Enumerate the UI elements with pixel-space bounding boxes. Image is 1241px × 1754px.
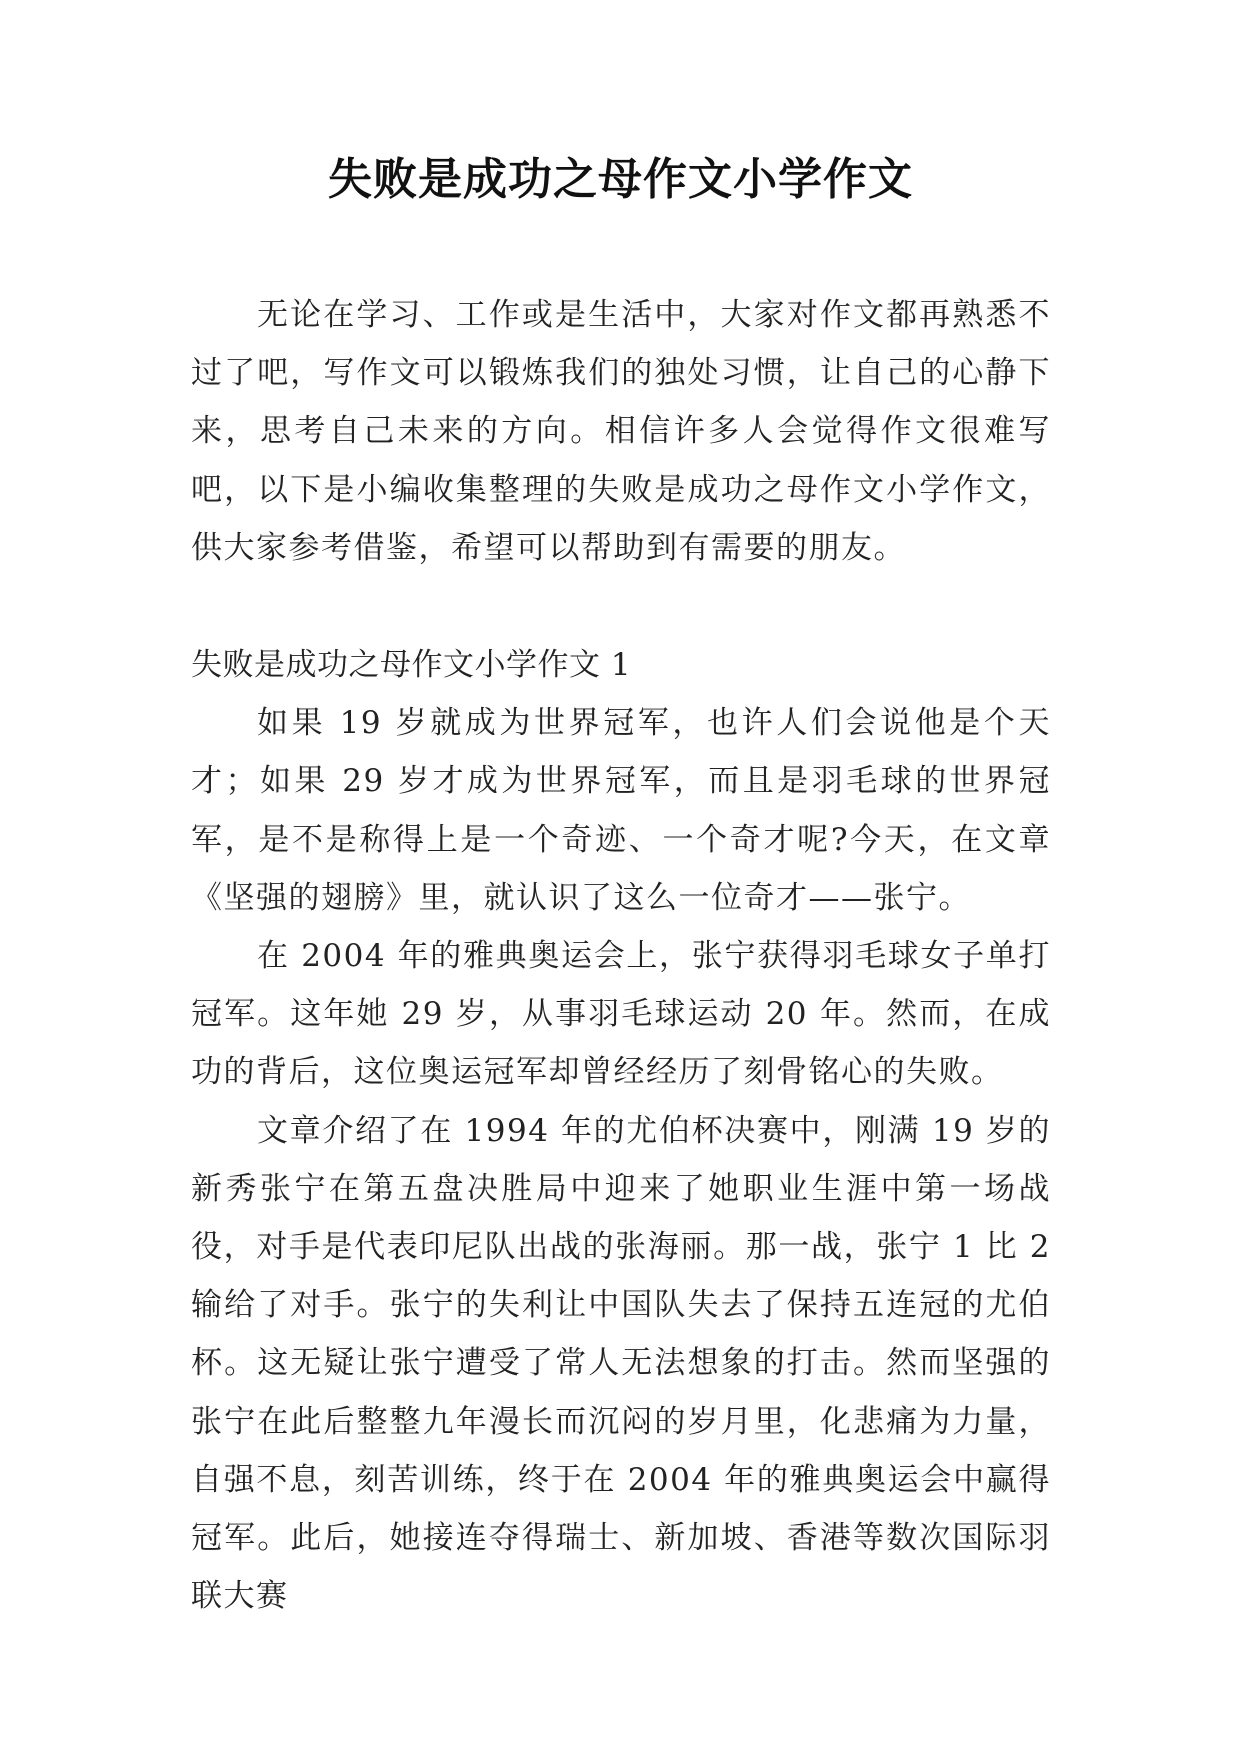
intro-block xyxy=(191,286,1051,577)
section-heading: 失败是成功之母作文小学作文 1 xyxy=(191,647,632,683)
essay-paragraph: 文章介绍了在 1994 年的尤伯杯决赛中，刚满 19 岁的新秀张宁在第五盘决胜局中迎来了她职业生涯中第一场战役，对手是代表印尼队出战的张海丽。那一战，张宁 1 比 2 输给了对手。张宁的失利让中国队失去了保持五连冠的尤伯杯。这无疑让张宁遭受了常人无法想象的打击。然而坚强的张宁在此后整整九年漫长而沉闷的岁月里，化悲痛为力量，自强不息，刻苦训练，终于在 2004 年的雅典奥运会中赢得冠军。此后，她接连夺得瑞士、新加坡、香港等数次国际羽联大赛 xyxy=(191,1112,1051,1615)
essay-paragraph: 在 2004 年的雅典奥运会上，张宁获得羽毛球女子单打冠军。这年她 29 岁，从事羽毛球运动 20 年。然而，在成功的背后，这位奥运冠军却曾经经历了刻骨铭心的失败。 xyxy=(191,938,1051,1091)
essay-section xyxy=(191,636,1051,1625)
essay-paragraph: 如果 19 岁就成为世界冠军，也许人们会说他是个天才；如果 29 岁才成为世界冠军，而且是羽毛球的世界冠军，是不是称得上是一个奇迹、一个奇才呢?今天，在文章《坚强的翅膀》里，就认识了这么一位奇才——张宁。 xyxy=(191,705,1051,916)
intro-paragraph: 无论在学习、工作或是生活中，大家对作文都再熟悉不过了吧，写作文可以锻炼我们的独处习惯，让自己的心静下来，思考自己未来的方向。相信许多人会觉得作文很难写吧，以下是小编收集整理的失败是成功之母作文小学作文，供大家参考借鉴，希望可以帮助到有需要的朋友。 xyxy=(191,297,1051,566)
document-title: 失败是成功之母作文小学作文 xyxy=(328,154,913,205)
